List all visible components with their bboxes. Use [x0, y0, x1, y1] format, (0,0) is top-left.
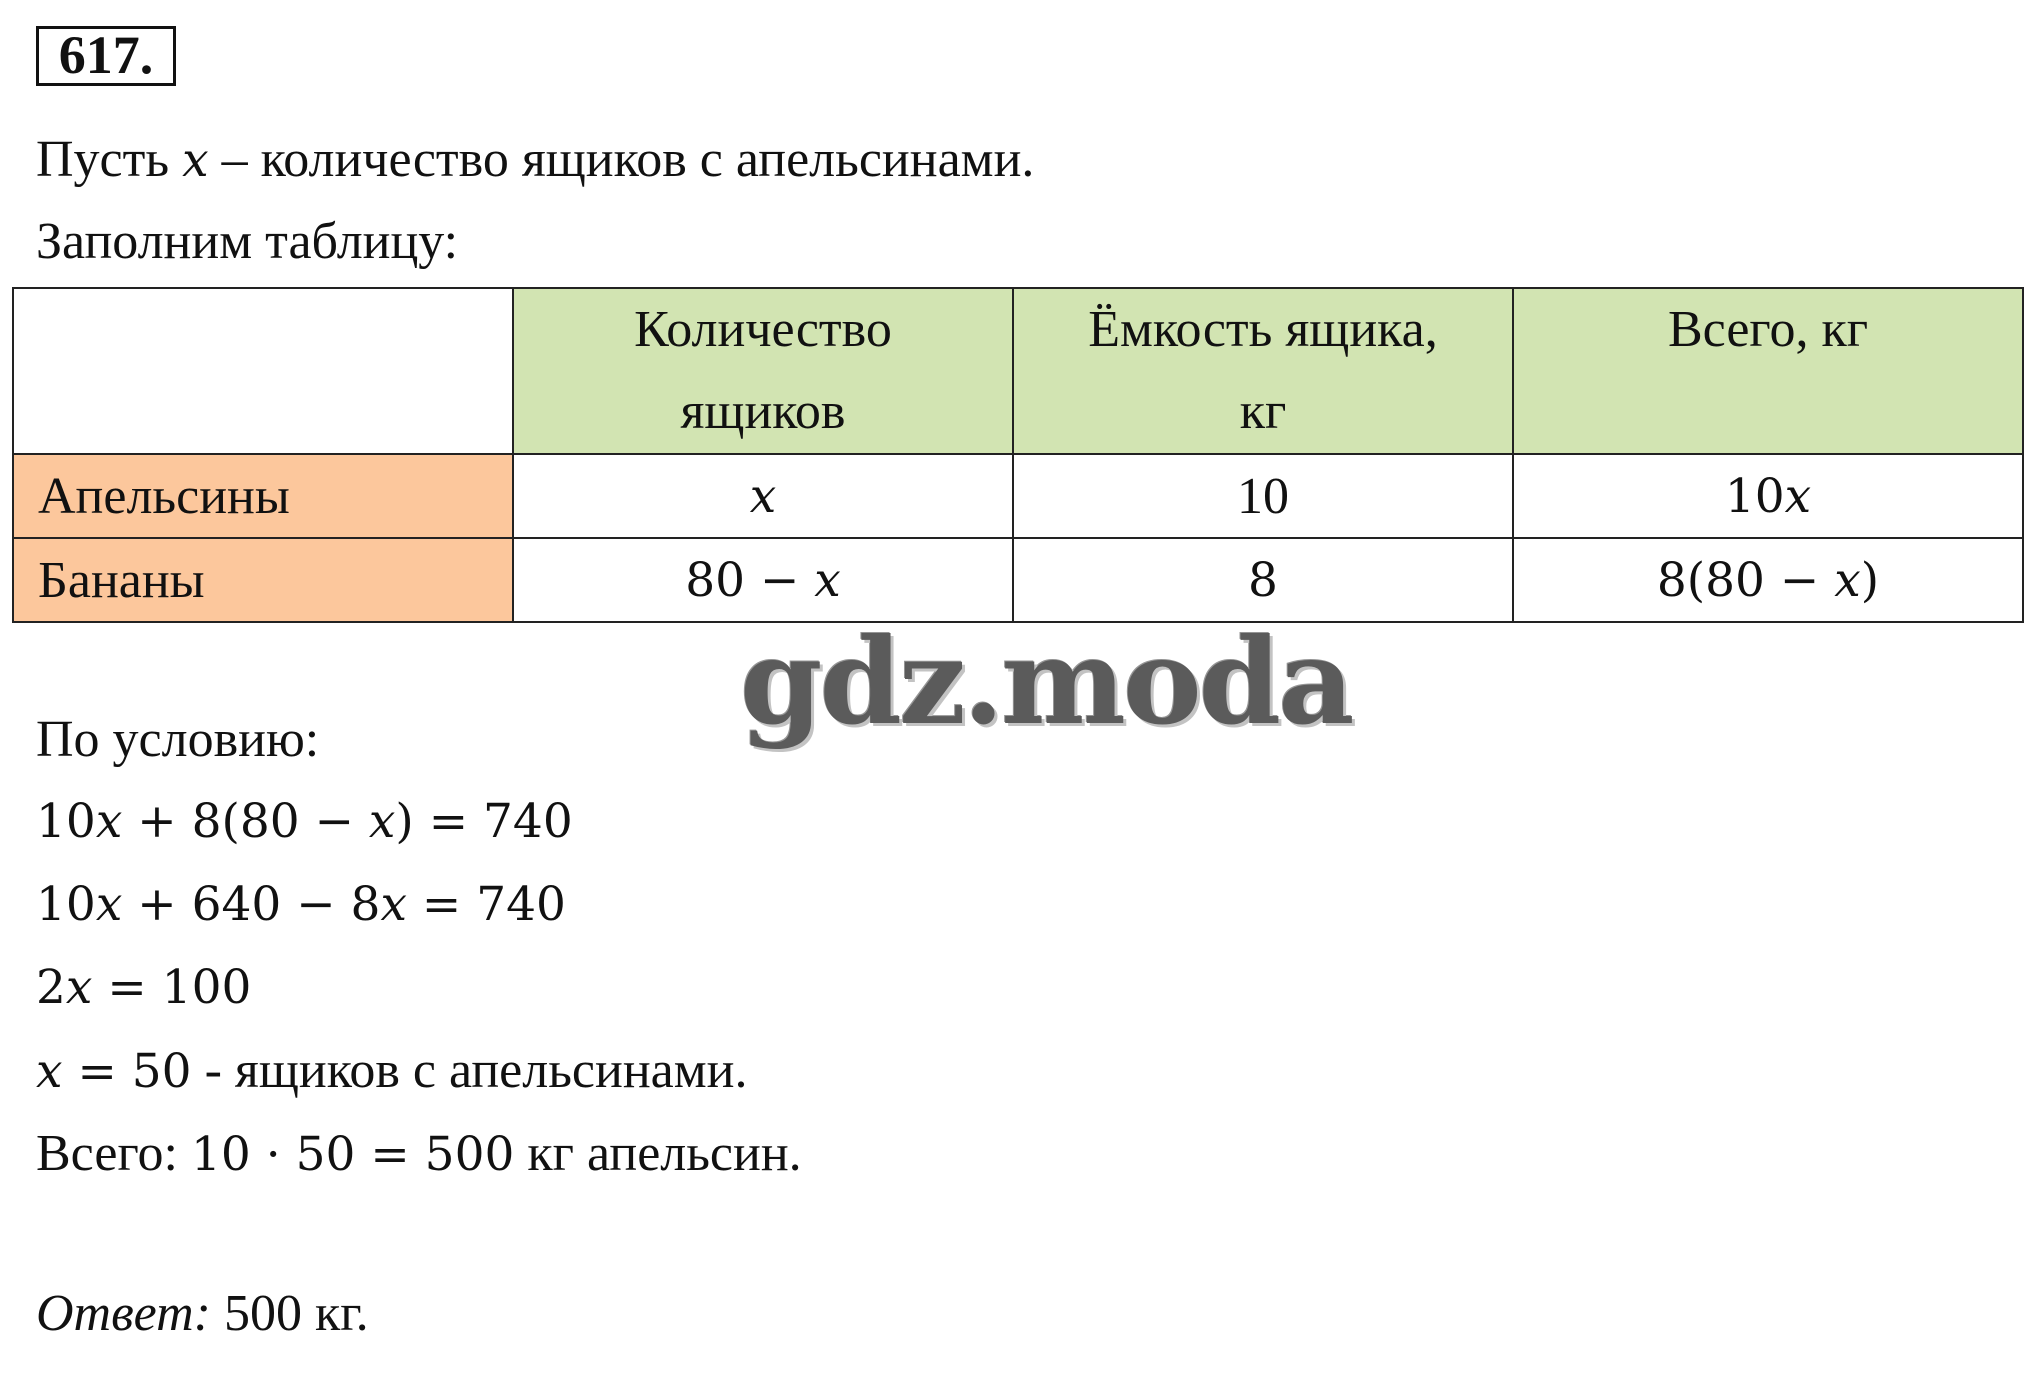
- cell-bananas-total-suffix: ): [1860, 552, 1880, 608]
- eq2-a: 10: [36, 877, 96, 932]
- eq4-text: - ящиков с апельсинами.: [191, 1042, 748, 1099]
- cell-bananas-capacity: 8: [1013, 538, 1513, 622]
- equation-1: [36, 792, 573, 852]
- eq1-c: ) = 740: [395, 794, 573, 849]
- answer-line: [36, 1284, 369, 1344]
- problem-number: 617.: [36, 26, 176, 86]
- cell-bananas-total-var: x: [1834, 552, 1861, 608]
- cell-bananas-count-prefix: 80 −: [685, 552, 815, 608]
- condition-label: По условию:: [36, 711, 320, 768]
- intro-let-suffix: – количество ящиков с апельсинами.: [208, 131, 1035, 188]
- cell-oranges-capacity: 10: [1013, 454, 1513, 538]
- eq3-b: = 100: [92, 960, 252, 1015]
- cell-bananas-count: [513, 538, 1013, 622]
- eq4-b: = 50: [62, 1044, 192, 1099]
- equation-2: [36, 875, 566, 935]
- total-suffix: кг апельсин.: [514, 1125, 802, 1182]
- header-capacity-line2: кг: [1239, 383, 1287, 440]
- cell-oranges-total-var: x: [1784, 468, 1812, 524]
- eq2-var1: x: [95, 877, 123, 932]
- answer-label: Ответ:: [36, 1285, 211, 1342]
- row-label-bananas: Бананы: [13, 538, 513, 622]
- eq2-var2: x: [380, 877, 407, 932]
- table-row: [13, 538, 2023, 622]
- fill-table-line: Заполним таблицу:: [36, 213, 459, 270]
- intro-var: x: [182, 133, 209, 188]
- equation-3: [36, 958, 251, 1018]
- cell-bananas-total: [1513, 538, 2023, 622]
- data-table: [12, 287, 2024, 623]
- header-total-text: Всего, кг: [1667, 301, 1869, 358]
- total-expr: 10 · 50 = 500: [190, 1127, 515, 1182]
- header-count-line1: Количество: [634, 301, 892, 358]
- total-line: [36, 1124, 802, 1185]
- cell-oranges-total-coef: 10: [1724, 468, 1785, 524]
- eq3-a: 2: [36, 960, 66, 1015]
- watermark-logo: gdz.moda: [740, 612, 1352, 751]
- table-header-row: [13, 288, 2023, 454]
- eq2-b: + 640 − 8: [122, 877, 381, 932]
- header-capacity-line1: Ёмкость ящика,: [1088, 301, 1438, 358]
- equation-4: [36, 1041, 747, 1102]
- eq1-a: 10: [36, 794, 96, 849]
- intro-let-line: [36, 130, 1034, 191]
- cell-bananas-total-prefix: 8(80 −: [1656, 552, 1835, 608]
- eq1-b: + 8(80 −: [122, 794, 369, 849]
- eq4-var: x: [36, 1044, 63, 1099]
- answer-value: 500 кг.: [210, 1285, 369, 1342]
- header-empty-cell: [13, 288, 513, 454]
- eq3-var: x: [65, 960, 93, 1015]
- header-count-line2: ящиков: [680, 383, 846, 440]
- eq1-var1: x: [95, 794, 123, 849]
- cell-oranges-count: [513, 454, 1013, 538]
- intro-let-prefix: Пусть: [36, 131, 183, 188]
- eq1-var2: x: [368, 794, 396, 849]
- cell-oranges-total: [1513, 454, 2023, 538]
- cell-bananas-count-var: x: [814, 552, 841, 608]
- cell-oranges-count-var: x: [749, 468, 777, 524]
- row-label-oranges: Апельсины: [13, 454, 513, 538]
- eq2-c: = 740: [406, 877, 566, 932]
- total-label: Всего:: [36, 1125, 191, 1182]
- header-total: [1513, 288, 2023, 454]
- header-capacity: [1013, 288, 1513, 454]
- header-count: [513, 288, 1013, 454]
- table-row: [13, 454, 2023, 538]
